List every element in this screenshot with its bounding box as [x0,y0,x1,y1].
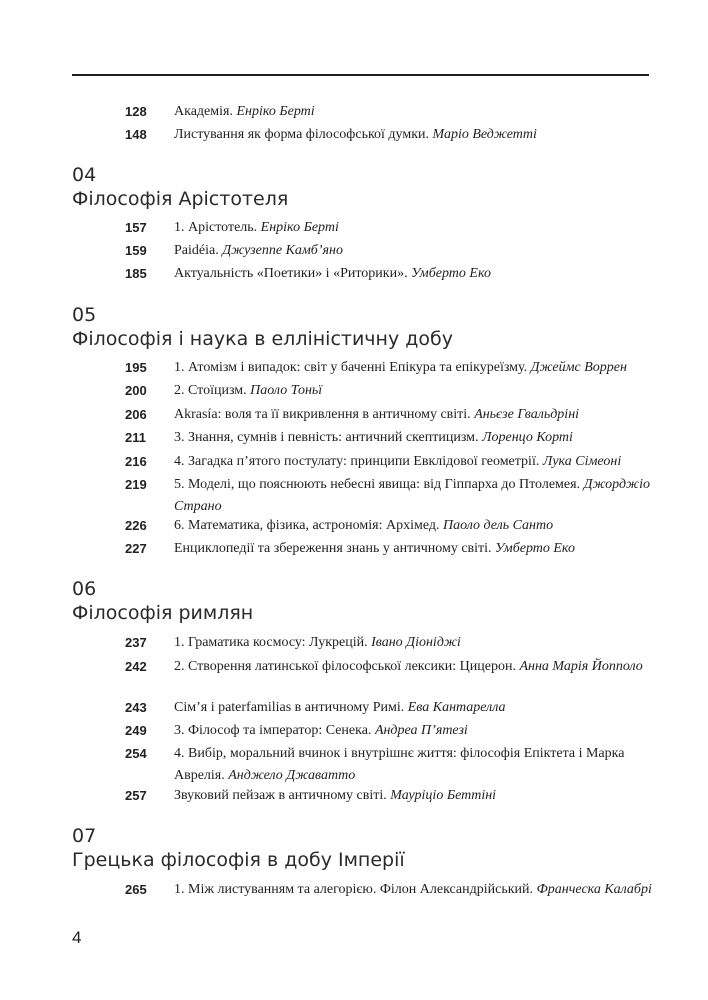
toc-entry-author: Джузеппе Камб’яно [222,243,343,258]
toc-page-number: 128 [125,104,147,119]
toc-page-number: 265 [125,882,147,897]
section-number: 06 [72,578,97,600]
toc-entry-author: Умберто Еко [411,266,491,281]
toc-entry-text [174,380,654,402]
toc-entry-text [174,656,654,678]
section-number: 05 [72,304,97,326]
toc-entry-text [174,538,654,560]
toc-entry-author: Паоло Тоньї [250,383,323,398]
toc-entry-text [174,101,654,123]
toc-entry-author: Умберто Еко [495,541,575,556]
toc-entry-text [174,785,654,807]
toc-entry-author: Анджело Джаватто [228,768,356,783]
toc-entry-text [174,263,654,285]
toc-entry-author: Аньєзе Гвальдріні [474,407,580,422]
toc-entry-text [174,720,654,742]
toc-entry-title: 2. Стоїцизм. [174,383,247,398]
toc-entry-title: Сім’я і paterfamilias в античному Римі. [174,700,405,715]
toc-entry-text [174,427,654,449]
section-number: 07 [72,825,97,847]
toc-page-number: 148 [125,127,147,142]
section-title: Грецька філософія в добу Імперії [72,849,405,871]
toc-entry-title: 1. Граматика космосу: Лукрецій. [174,635,368,650]
toc-entry-title: Енциклопедії та збереження знань у античному світі. [174,541,492,556]
toc-entry-author: Ева Кантарелла [407,700,506,715]
toc-entry-author: Івано Діоніджі [371,635,461,650]
toc-entry-text [174,404,654,426]
toc-entry-title: Звуковий пейзаж в античному світі. [174,788,387,803]
section-title: Філософія Арістотеля [72,188,289,210]
toc-page-number: 185 [125,266,147,281]
toc-entry-text [174,474,654,518]
toc-page-number: 249 [125,723,147,738]
toc-entry-author: Енріко Берті [236,104,315,119]
toc-entry-text [174,697,654,719]
toc-entry-text [174,632,654,654]
toc-entry-title: 6. Математика, фізика, астрономія: Архімед. [174,518,440,533]
toc-entry-title: 4. Вибір, моральний вчинок і внутрішнє життя: філософія Епіктета і Марка Аврелія. [174,746,625,783]
toc-entry-author: Франческа Калабрі [536,882,652,897]
toc-page-number: 257 [125,788,147,803]
toc-entry-title: 2. Створення латинської філософської лексики: Цицерон. [174,659,516,674]
toc-entry-title: Актуальність «Поетики» і «Риторики». [174,266,408,281]
toc-page-number: 206 [125,407,147,422]
toc-page-number: 243 [125,700,147,715]
toc-page-number: 211 [125,430,146,445]
toc-page-number: 254 [125,746,147,761]
toc-page-number: 219 [125,477,147,492]
toc-entry-title: 1. Атомізм і випадок: світ у баченні Епікура та епікуреїзму. [174,360,528,375]
toc-page-number: 195 [125,360,147,375]
toc-entry-author: Анна Марія Йопполо [519,659,643,674]
toc-entry-text [174,217,654,239]
toc-page-number: 227 [125,541,147,556]
toc-page-number: 242 [125,659,147,674]
toc-entry-text [174,879,654,901]
toc-page-number: 200 [125,383,147,398]
toc-entry-title: 1. Арістотель. [174,220,258,235]
toc-entry-title: Академія. [174,104,233,119]
toc-entry-text [174,240,654,262]
section-number: 04 [72,164,97,186]
toc-entry-text [174,124,654,146]
toc-entry-text [174,451,654,473]
toc-entry-author: Мауріціо Беттіні [390,788,497,803]
toc-entry-author: Лука Сімеоні [542,454,622,469]
toc-page-number: 159 [125,243,147,258]
toc-entry-author: Маріо Веджетті [432,127,537,142]
toc-page-number: 226 [125,518,147,533]
toc-entry-author: Енріко Берті [260,220,339,235]
toc-entry-author: Андреа П’ятезі [374,723,468,738]
toc-page-number: 157 [125,220,147,235]
toc-entry-text [174,515,654,537]
toc-entry-title: 4. Загадка п’ятого постулату: принципи Евклідової геометрії. [174,454,540,469]
toc-entry-title: Akrasía: воля та її викривлення в античному світі. [174,407,471,422]
toc-entry-title: 3. Філософ та імператор: Сенека. [174,723,372,738]
toc-entry-text [174,743,654,787]
toc-entry-title: 3. Знання, сумнів і певність: античний скептицизм. [174,430,479,445]
section-title: Філософія римлян [72,602,254,624]
toc-entry-author: Паоло дель Санто [442,518,554,533]
toc-entry-title: 5. Моделі, що пояснюють небесні явища: від Гіппарха до Птолемея. [174,477,581,492]
toc-entry-author: Джеймс Воррен [530,360,627,375]
toc-page-number: 216 [125,454,147,469]
toc-entry-text [174,357,654,379]
toc-entry-title: Paidéia. [174,243,219,258]
toc-entry-title: Листування як форма філософської думки. [174,127,430,142]
toc-entry-title: 1. Між листуванням та алегорією. Філон Александрійський. [174,882,534,897]
toc-entry-author: Джорджіо Страно [174,477,650,514]
toc-entry-author: Лоренцо Корті [482,430,573,445]
section-title: Філософія і наука в елліністичну добу [72,328,453,350]
header-rule [72,74,649,76]
toc-page-number: 237 [125,635,147,650]
page-number: 4 [72,928,82,947]
